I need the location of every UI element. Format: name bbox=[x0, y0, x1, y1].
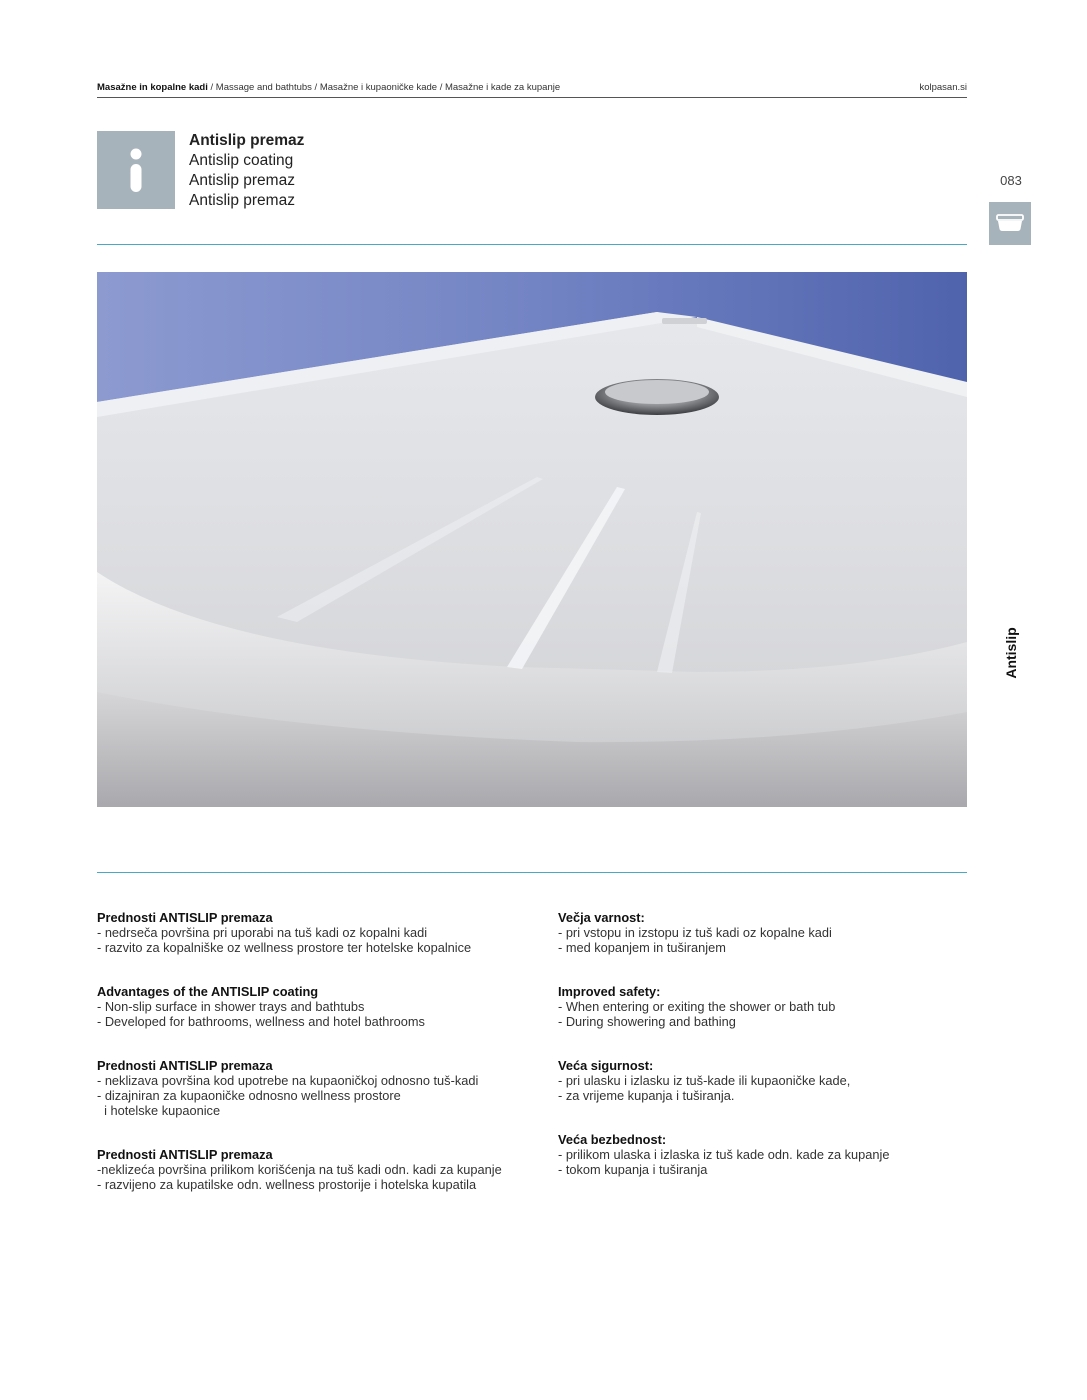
block-line: - dizajniran za kupaoničke odnosno wellness prostore bbox=[97, 1088, 401, 1103]
advantages-column bbox=[97, 910, 537, 1192]
block-line: - razvijeno za kupatilske odn. wellness prostorije i hotelska kupatila bbox=[97, 1177, 477, 1192]
safety-block-en bbox=[558, 984, 998, 1029]
bathtub-tab[interactable] bbox=[989, 202, 1031, 245]
block-heading: Advantages of the ANTISLIP coating bbox=[97, 984, 319, 999]
bathtub-icon bbox=[989, 202, 1031, 245]
block-line: - Non-slip surface in shower trays and bathtubs bbox=[97, 999, 365, 1014]
advantages-block-sr bbox=[97, 1147, 537, 1192]
shower-tray-image bbox=[97, 272, 967, 807]
block-heading: Veća sigurnost: bbox=[558, 1058, 654, 1073]
block-line: - pri vstopu in izstopu iz tuš kadi oz kopalne kadi bbox=[558, 925, 832, 940]
block-heading: Veća bezbednost: bbox=[558, 1132, 667, 1147]
block-heading: Improved safety: bbox=[558, 984, 661, 999]
block-heading: Prednosti ANTISLIP premaza bbox=[97, 910, 273, 925]
site-link[interactable]: kolpasan.si bbox=[919, 82, 967, 93]
block-heading: Prednosti ANTISLIP premaza bbox=[97, 1147, 273, 1162]
safety-column bbox=[558, 910, 998, 1177]
block-line: - During showering and bathing bbox=[558, 1014, 736, 1029]
info-icon bbox=[97, 131, 175, 209]
block-heading: Večja varnost: bbox=[558, 910, 645, 925]
block-heading: Prednosti ANTISLIP premaza bbox=[97, 1058, 273, 1073]
advantages-block-en bbox=[97, 984, 537, 1029]
breadcrumb-bold: Masažne in kopalne kadi bbox=[97, 82, 208, 93]
title-sl: Antislip premaz bbox=[189, 132, 305, 149]
breadcrumb bbox=[97, 82, 560, 93]
block-line: - prilikom ulaska i izlaska iz tuš kade odn. kade za kupanje bbox=[558, 1147, 890, 1162]
block-line: - za vrijeme kupanja i tuširanja. bbox=[558, 1088, 735, 1103]
page-number: 083 bbox=[1000, 173, 1022, 188]
divider-bottom bbox=[97, 872, 967, 873]
advantages-block-sl bbox=[97, 910, 537, 955]
safety-block-hr bbox=[558, 1058, 998, 1103]
block-line: - Developed for bathrooms, wellness and hotel bathrooms bbox=[97, 1014, 425, 1029]
block-line: - tokom kupanja i tuširanja bbox=[558, 1162, 708, 1177]
info-glyph-icon bbox=[97, 131, 175, 209]
advantages-block-hr bbox=[97, 1058, 537, 1118]
safety-block-sl bbox=[558, 910, 998, 955]
block-line: - When entering or exiting the shower or bath tub bbox=[558, 999, 836, 1014]
safety-block-sr bbox=[558, 1132, 998, 1177]
title-en: Antislip coating bbox=[189, 152, 294, 169]
product-photo bbox=[97, 272, 967, 807]
title-hr: Antislip premaz bbox=[189, 172, 295, 189]
divider-top bbox=[97, 244, 967, 245]
block-line: - nedrseča površina pri uporabi na tuš kadi oz kopalni kadi bbox=[97, 925, 428, 940]
breadcrumb-rest: / Massage and bathtubs / Masažne i kupaoničke kade / Masažne i kade za kupanje bbox=[207, 82, 561, 93]
block-line: - razvito za kopalniške oz wellness prostore ter hotelske kopalnice bbox=[97, 940, 472, 955]
block-line: - med kopanjem in tuširanjem bbox=[558, 940, 726, 955]
block-line: - neklizava površina kod upotrebe na kupaoničkoj odnosno tuš-kadi bbox=[97, 1073, 479, 1088]
page-header bbox=[97, 82, 967, 98]
side-label: Antislip bbox=[1003, 627, 1019, 679]
block-line: i hotelske kupaonice bbox=[97, 1103, 221, 1118]
block-line: -neklizeća površina prilikom korišćenja na tuš kadi odn. kadi za kupanje bbox=[97, 1162, 502, 1177]
block-line: - pri ulasku i izlasku iz tuš-kade ili kupaoničke kade, bbox=[558, 1073, 851, 1088]
section-titles bbox=[189, 131, 304, 211]
title-sr: Antislip premaz bbox=[189, 192, 295, 209]
